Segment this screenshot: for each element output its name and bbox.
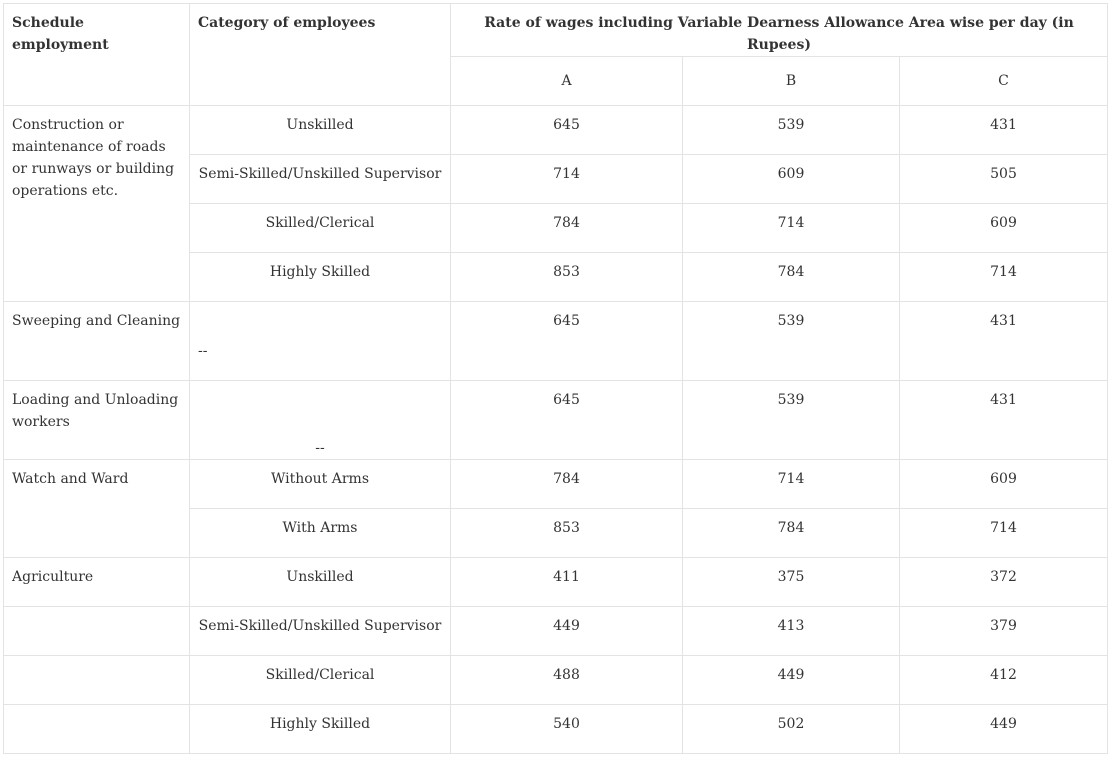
table-row [4, 607, 1108, 656]
header-schedule-employment: Schedule employment [4, 4, 190, 106]
employment-loading-unloading: Loading and Unloading workers [4, 381, 190, 460]
table-row [4, 656, 1108, 705]
rate-area-b: 609 [683, 155, 900, 204]
table-row [4, 705, 1108, 754]
category-cell: Highly Skilled [190, 253, 451, 302]
rate-area-a: 784 [451, 460, 683, 509]
employment-sweeping-cleaning: Sweeping and Cleaning [4, 302, 190, 381]
rate-area-c: 431 [900, 106, 1108, 155]
category-cell: Semi-Skilled/Unskilled Supervisor [190, 155, 451, 204]
category-cell: Highly Skilled [190, 705, 451, 754]
employment-empty-cell [4, 705, 190, 754]
employment-empty-cell [4, 656, 190, 705]
rate-area-b: 784 [683, 253, 900, 302]
rate-area-c: 609 [900, 460, 1108, 509]
rate-area-c: 431 [900, 381, 1108, 460]
category-cell: Unskilled [190, 106, 451, 155]
category-cell: -- [190, 302, 451, 381]
rate-area-a: 540 [451, 705, 683, 754]
rate-area-b: 539 [683, 381, 900, 460]
employment-agriculture: Agriculture [4, 558, 190, 607]
category-cell: -- [190, 381, 451, 460]
rate-area-a: 853 [451, 253, 683, 302]
table-row [4, 302, 1108, 381]
rate-area-a: 853 [451, 509, 683, 558]
rate-area-b: 539 [683, 106, 900, 155]
rate-area-b: 784 [683, 509, 900, 558]
rate-area-a: 714 [451, 155, 683, 204]
rate-area-b: 714 [683, 204, 900, 253]
rate-area-c: 372 [900, 558, 1108, 607]
rate-area-a: 411 [451, 558, 683, 607]
rate-area-b: 714 [683, 460, 900, 509]
rate-area-b: 449 [683, 656, 900, 705]
category-cell: With Arms [190, 509, 451, 558]
rate-area-b: 502 [683, 705, 900, 754]
category-cell: Skilled/Clerical [190, 656, 451, 705]
employment-empty-cell [4, 607, 190, 656]
rate-area-c: 412 [900, 656, 1108, 705]
header-area-a: A [451, 57, 683, 106]
rate-area-c: 431 [900, 302, 1108, 381]
rate-area-c: 609 [900, 204, 1108, 253]
rate-area-a: 645 [451, 106, 683, 155]
rate-area-c: 379 [900, 607, 1108, 656]
table-row [4, 558, 1108, 607]
rate-area-c: 714 [900, 253, 1108, 302]
table-row [4, 460, 1108, 509]
employment-construction: Construction or maintenance of roads or runways or building operations etc. [4, 106, 190, 302]
wage-rate-table [3, 3, 1108, 754]
rate-area-b: 413 [683, 607, 900, 656]
rate-area-c: 714 [900, 509, 1108, 558]
rate-area-a: 645 [451, 302, 683, 381]
table-row [4, 106, 1108, 155]
header-area-c: C [900, 57, 1108, 106]
rate-area-c: 505 [900, 155, 1108, 204]
header-area-b: B [683, 57, 900, 106]
category-cell: Unskilled [190, 558, 451, 607]
rate-area-b: 539 [683, 302, 900, 381]
rate-area-c: 449 [900, 705, 1108, 754]
rate-area-a: 488 [451, 656, 683, 705]
header-rate-of-wages: Rate of wages including Variable Dearness Allowance Area wise per day (in Rupees) [451, 4, 1108, 57]
category-cell: Semi-Skilled/Unskilled Supervisor [190, 607, 451, 656]
rate-area-a: 784 [451, 204, 683, 253]
category-cell: Without Arms [190, 460, 451, 509]
employment-watch-ward: Watch and Ward [4, 460, 190, 558]
header-row [4, 4, 1108, 57]
header-category-of-employees: Category of employees [190, 4, 451, 106]
category-cell: Skilled/Clerical [190, 204, 451, 253]
rate-area-b: 375 [683, 558, 900, 607]
rate-area-a: 645 [451, 381, 683, 460]
table-row [4, 381, 1108, 460]
rate-area-a: 449 [451, 607, 683, 656]
